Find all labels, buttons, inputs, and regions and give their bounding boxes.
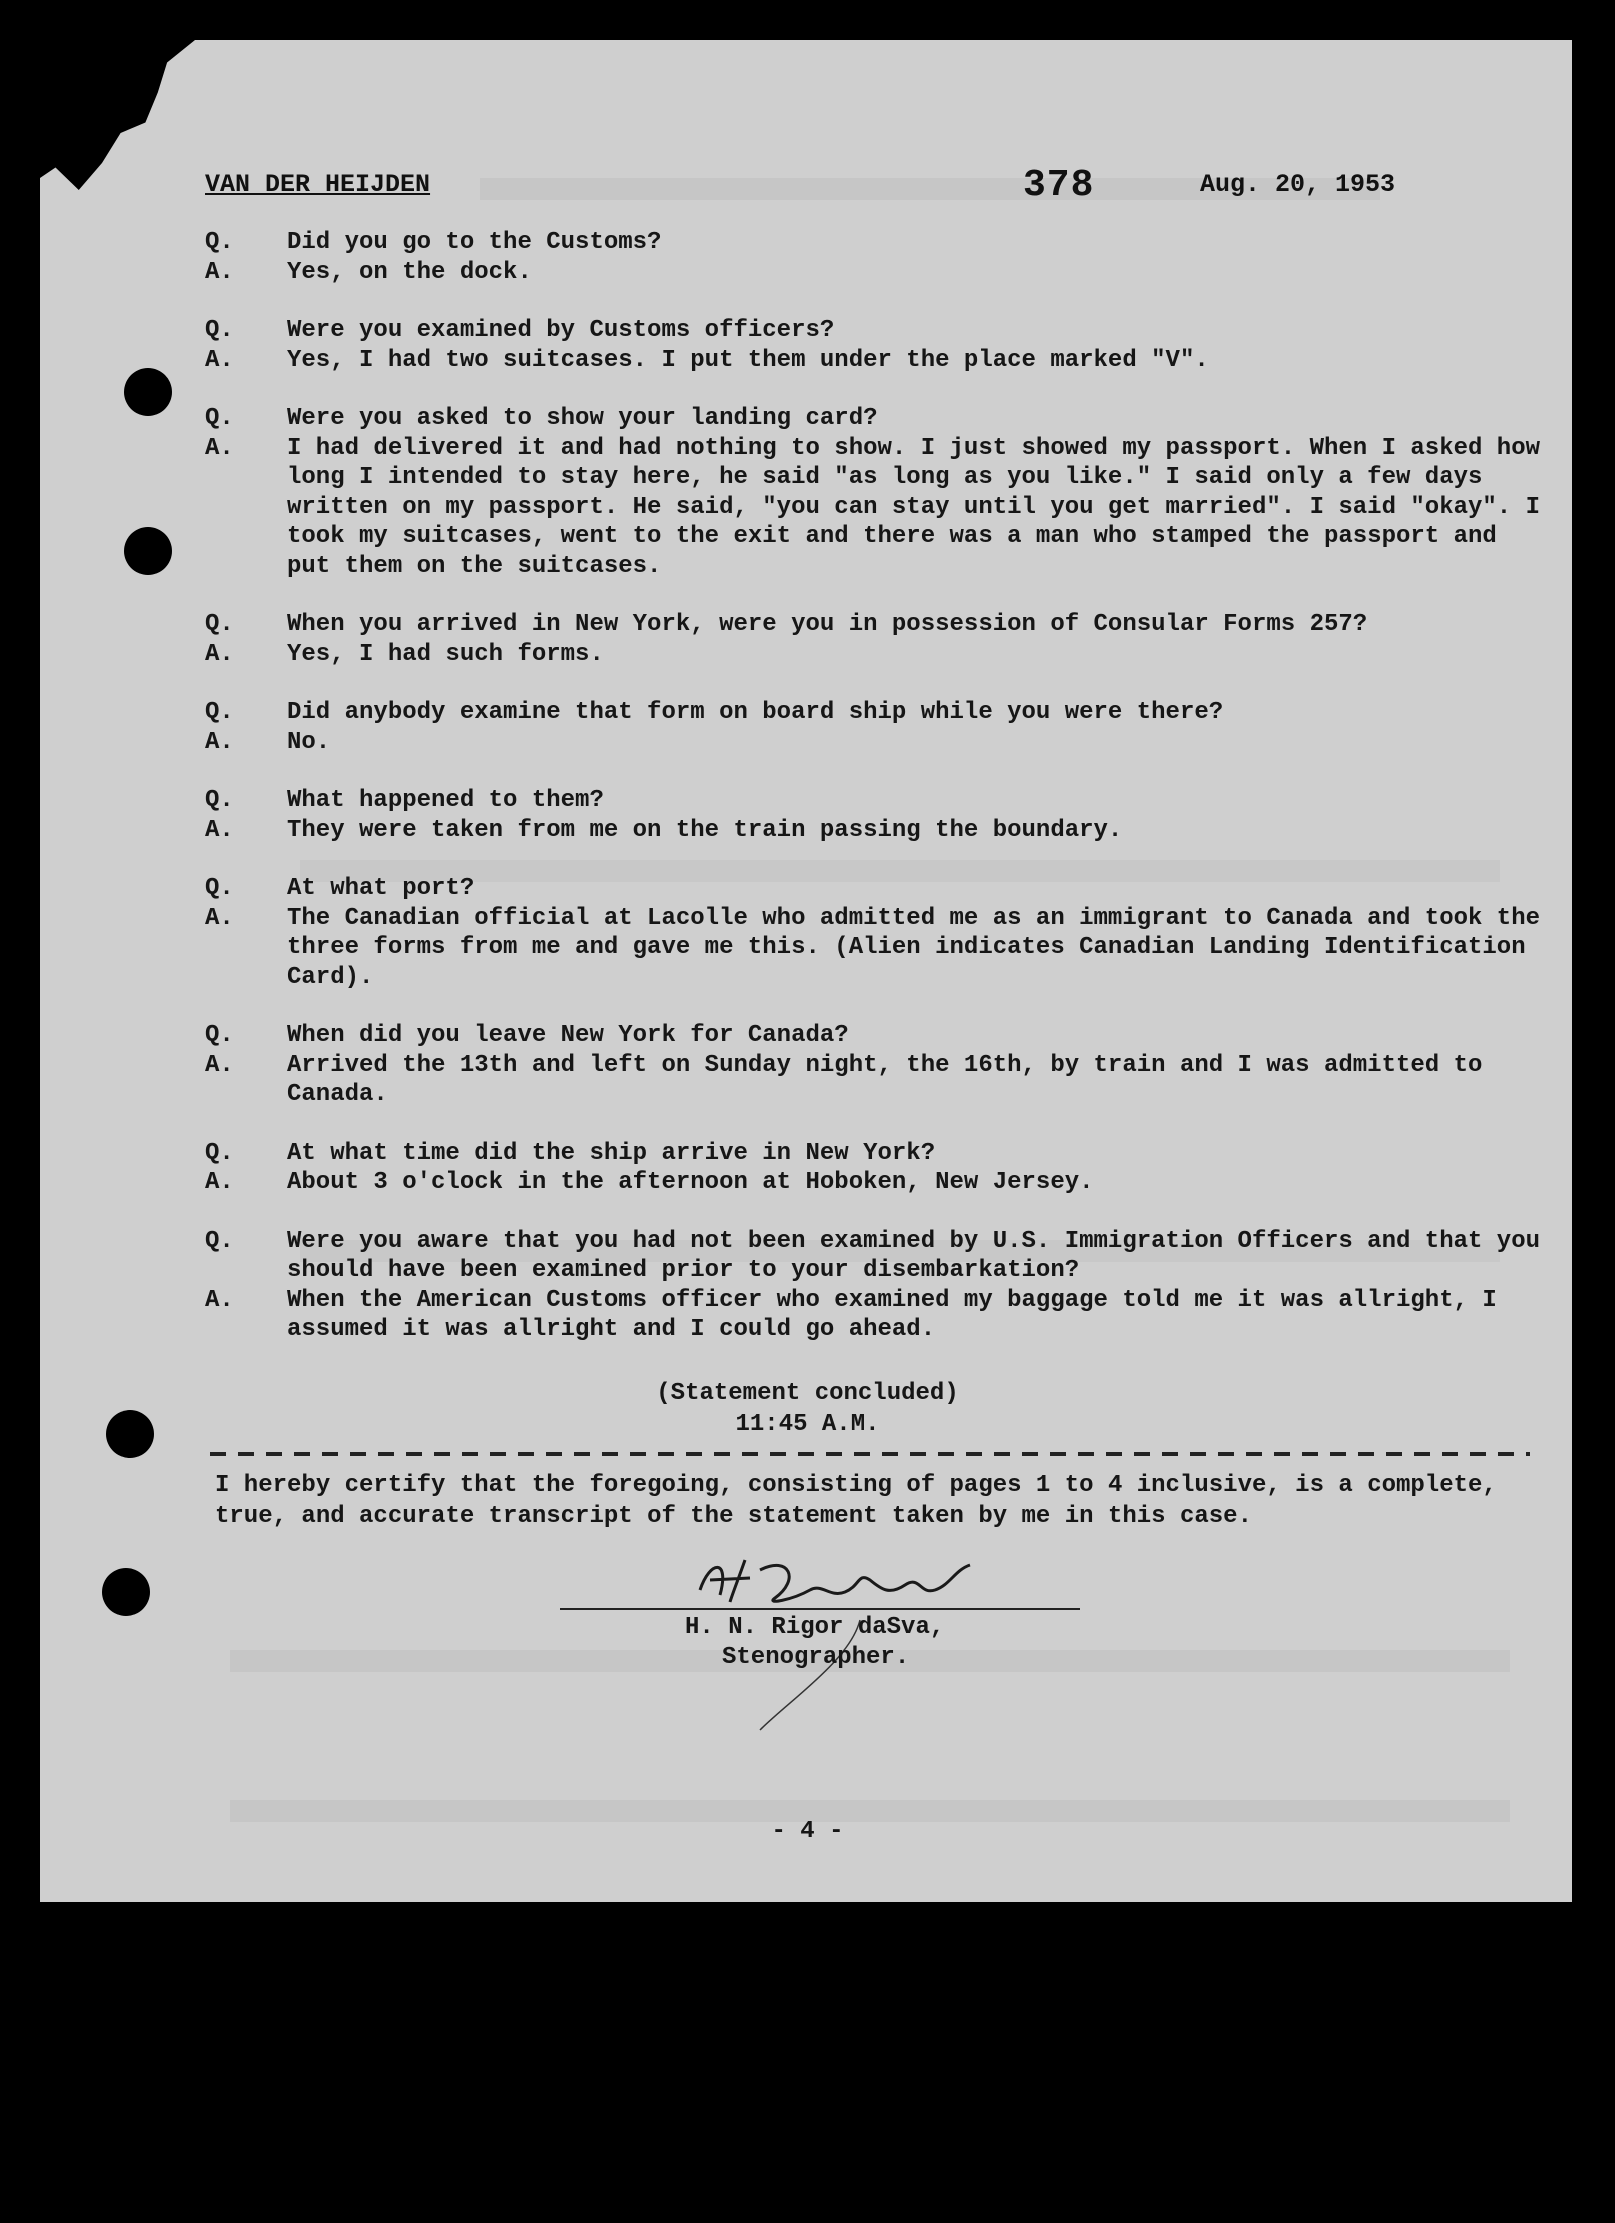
question-label: Q. bbox=[205, 405, 234, 432]
answer-row bbox=[205, 1168, 1540, 1198]
qa-entry bbox=[205, 1139, 1540, 1198]
page-number: - 4 - bbox=[771, 1818, 844, 1845]
stenographer-title: Stenographer. bbox=[722, 1644, 910, 1671]
answer-label: A. bbox=[205, 258, 234, 286]
answer-row bbox=[205, 640, 1540, 670]
punch-hole bbox=[124, 527, 172, 575]
answer-text: Yes, I had such forms. bbox=[287, 640, 604, 668]
question-text: Did you go to the Customs? bbox=[287, 229, 662, 256]
answer-label: A. bbox=[205, 1051, 234, 1079]
qa-entry bbox=[205, 316, 1540, 375]
answer-text: No. bbox=[287, 728, 331, 756]
answer-text: The Canadian official at Lacolle who admitted me as an immigrant to Canada and took the three forms from me and gave me this. (Alien indicates Canadian Landing Identification Card). bbox=[287, 904, 1541, 991]
question-label: Q. bbox=[205, 229, 234, 256]
question-label: Q. bbox=[205, 1022, 234, 1049]
question-row bbox=[205, 610, 1540, 640]
qa-entry bbox=[205, 786, 1540, 845]
case-name: VAN DER HEIJDEN bbox=[205, 170, 431, 199]
qa-entry bbox=[205, 1021, 1540, 1110]
dashed-divider bbox=[210, 1452, 1530, 1456]
answer-text: About 3 o'clock in the afternoon at Hoboken, New Jersey. bbox=[287, 1169, 1094, 1196]
answer-text: I had delivered it and had nothing to show. I just showed my passport. When I asked how long I intended to stay here, he said "as long as you like." I said only a few days written on my passport. He said, "you can stay until you get married". I said "okay". I took my suitcases, went to the exit and there was a man who stamped the passport and put them on the suitcases. bbox=[287, 434, 1541, 580]
question-row bbox=[205, 1227, 1540, 1286]
question-text: Were you asked to show your landing card? bbox=[287, 405, 878, 432]
answer-label: A. bbox=[205, 640, 234, 668]
answer-text: Yes, on the dock. bbox=[287, 258, 532, 286]
qa-entry bbox=[205, 1227, 1540, 1345]
question-label: Q. bbox=[205, 699, 234, 726]
question-row bbox=[205, 228, 1540, 258]
answer-label: A. bbox=[205, 904, 234, 932]
statement-time: 11:45 A.M. bbox=[735, 1411, 880, 1438]
question-label: Q. bbox=[205, 787, 234, 814]
answer-row bbox=[205, 728, 1540, 758]
answer-label: A. bbox=[205, 1169, 234, 1196]
answer-row bbox=[205, 904, 1540, 993]
statement-closing bbox=[0, 1378, 1615, 1440]
question-label: Q. bbox=[205, 611, 234, 638]
question-row bbox=[205, 316, 1540, 346]
question-label: Q. bbox=[205, 875, 234, 902]
question-row bbox=[205, 786, 1540, 816]
question-text: What happened to them? bbox=[287, 787, 604, 814]
question-row bbox=[205, 874, 1540, 904]
stenographer-name: H. N. Rigor daSva, bbox=[685, 1614, 945, 1641]
answer-row bbox=[205, 434, 1540, 582]
signature-line bbox=[560, 1608, 1080, 1610]
question-text: When did you leave New York for Canada? bbox=[287, 1022, 849, 1049]
answer-label: A. bbox=[205, 728, 234, 756]
answer-text: When the American Customs officer who examined my baggage told me it was allright, I assumed it was allright and I could go ahead. bbox=[287, 1286, 1497, 1343]
answer-text: They were taken from me on the train passing the boundary. bbox=[287, 816, 1123, 844]
answer-label: A. bbox=[205, 816, 234, 844]
qa-entry bbox=[205, 610, 1540, 669]
qa-entry bbox=[205, 228, 1540, 287]
answer-row bbox=[205, 1286, 1540, 1345]
answer-label: A. bbox=[205, 1286, 234, 1314]
question-text: At what time did the ship arrive in New York? bbox=[287, 1139, 936, 1167]
question-row bbox=[205, 1021, 1540, 1051]
answer-row bbox=[205, 1051, 1540, 1110]
question-text: When you arrived in New York, were you in possession of Consular Forms 257? bbox=[287, 611, 1368, 638]
page-header bbox=[205, 164, 1445, 207]
answer-row bbox=[205, 258, 1540, 288]
answer-row bbox=[205, 346, 1540, 376]
question-label: Q. bbox=[205, 1227, 234, 1255]
question-row bbox=[205, 698, 1540, 728]
question-text: Did anybody examine that form on board ship while you were there? bbox=[287, 699, 1224, 726]
transcript-body bbox=[205, 228, 1540, 1345]
answer-text: Arrived the 13th and left on Sunday night, the 16th, by train and I was admitted to Canada. bbox=[287, 1051, 1483, 1108]
answer-row bbox=[205, 816, 1540, 846]
punch-hole bbox=[102, 1568, 150, 1616]
signature-block bbox=[560, 1550, 1120, 1750]
qa-entry bbox=[205, 698, 1540, 757]
question-row bbox=[205, 404, 1540, 434]
qa-entry bbox=[205, 404, 1540, 581]
question-row bbox=[205, 1139, 1540, 1169]
qa-entry bbox=[205, 874, 1540, 992]
answer-text: Yes, I had two suitcases. I put them under the place marked "V". bbox=[287, 346, 1209, 374]
punch-hole bbox=[124, 368, 172, 416]
question-label: Q. bbox=[205, 317, 234, 344]
question-text: At what port? bbox=[287, 875, 475, 902]
question-label: Q. bbox=[205, 1139, 234, 1167]
answer-label: A. bbox=[205, 434, 234, 462]
answer-label: A. bbox=[205, 346, 234, 374]
statement-concluded: (Statement concluded) bbox=[656, 1380, 959, 1407]
question-text: Were you aware that you had not been examined by U.S. Immigration Officers and that you should have been examined prior to your disembarkation? bbox=[287, 1227, 1541, 1284]
statement-date: Aug. 20, 1953 bbox=[1200, 170, 1396, 199]
certification-text: I hereby certify that the foregoing, consisting of pages 1 to 4 inclusive, is a complete, true, and accurate transcript of the statement taken by me in this case. bbox=[215, 1472, 1497, 1530]
document-number: 378 bbox=[1023, 164, 1095, 207]
question-text: Were you examined by Customs officers? bbox=[287, 317, 835, 344]
